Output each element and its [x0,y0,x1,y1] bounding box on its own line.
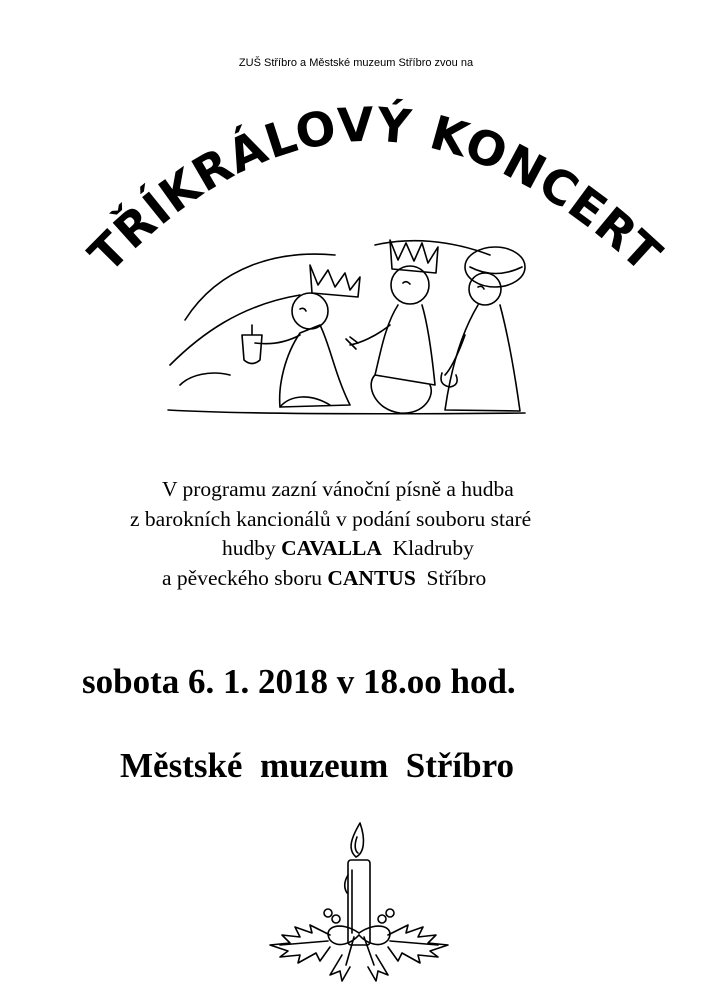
event-venue: Městské muzeum Stříbro [120,746,515,785]
concert-title-text: TŘÍKRÁLOVÝ KONCERT [78,97,672,284]
candle-illustration [250,815,465,985]
program-description [0,475,712,593]
program-line-2: z barokních kancionálů v podání souboru staré [130,506,532,531]
program-line-3-pre: hudby [222,536,282,560]
program-line-4-pre: a pěveckého sboru [162,565,328,590]
program-line-4-post: Stříbro [415,565,487,590]
program-line-3 [0,534,712,564]
program-line-4 [0,564,712,594]
three-kings-illustration [160,225,545,425]
invitation-line: ZUŠ Stříbro a Městské muzeum Stříbro zvou na [238,57,474,69]
ensemble-cavalla: CAVALLA [281,536,382,560]
ensemble-cantus: CANTUS [327,565,416,590]
program-line-3-post: Kladruby [381,536,474,560]
event-date-time: sobota 6. 1. 2018 v 18.oo hod. [82,662,516,701]
program-line-1: V programu zazní vánoční písně a hudba [162,477,514,501]
